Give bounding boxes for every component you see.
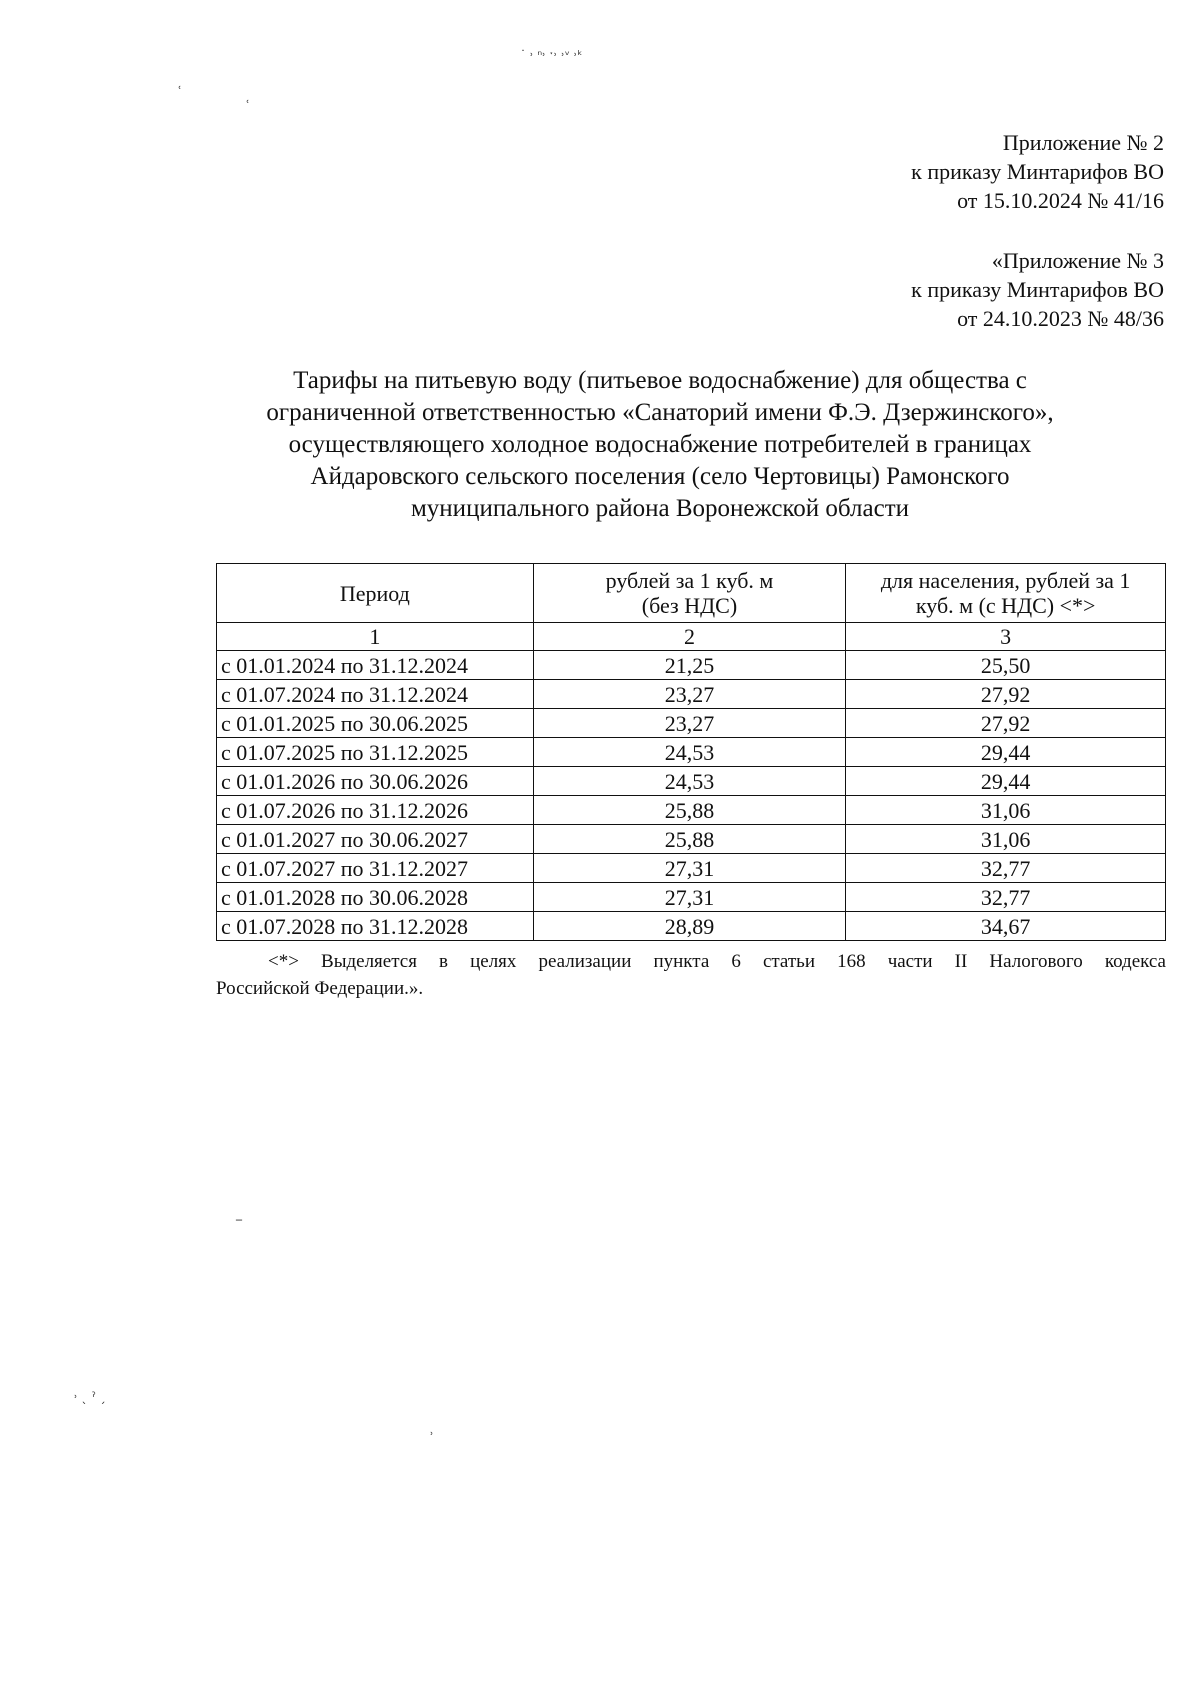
table-row	[217, 680, 1166, 709]
appendix-order: к приказу Минтарифов ВО	[911, 159, 1164, 184]
period-cell: с 01.01.2027 по 30.06.2027	[217, 825, 534, 854]
appendix-number: «Приложение № 3	[991, 248, 1164, 273]
scan-artifact: ʿ	[178, 84, 182, 98]
column-number-row	[217, 623, 1166, 651]
table-row	[217, 854, 1166, 883]
price-no-vat-cell: 24,53	[533, 738, 846, 767]
appendix-order: к приказу Минтарифов ВО	[911, 277, 1164, 302]
period-cell: с 01.07.2027 по 31.12.2027	[217, 854, 534, 883]
header-line: (без НДС)	[641, 593, 738, 618]
tariff-table	[216, 563, 1166, 941]
footnote-line: Российской Федерации.».	[216, 978, 424, 999]
price-no-vat-cell: 25,88	[533, 825, 846, 854]
scan-artifact: ‾	[236, 1218, 242, 1232]
table-row	[217, 796, 1166, 825]
column-number: 2	[533, 623, 846, 651]
column-number: 3	[846, 623, 1166, 651]
price-no-vat-cell: 24,53	[533, 767, 846, 796]
scan-artifact: ˙ ˒ ⁿ˒ ˑ˒ ˒ᵛ ˒ᵏ	[520, 48, 583, 62]
document-title	[210, 365, 1110, 525]
price-vat-cell: 31,06	[846, 825, 1166, 854]
table-row	[217, 883, 1166, 912]
appendix-date: от 15.10.2024 № 41/16	[957, 188, 1164, 213]
header-line: рублей за 1 куб. м	[605, 568, 774, 593]
table-header-row	[217, 564, 1166, 623]
title-line: Тарифы на питьевую воду (питьевое водоснабжение) для общества с	[293, 367, 1027, 394]
appendix-header-amended	[911, 246, 1164, 333]
table-row	[217, 825, 1166, 854]
title-line: муниципального района Воронежской области	[410, 495, 909, 522]
period-cell: с 01.01.2024 по 31.12.2024	[217, 651, 534, 680]
footnote	[216, 948, 1166, 1002]
price-vat-cell: 27,92	[846, 680, 1166, 709]
scan-artifact: ʿ	[246, 98, 250, 112]
column-number: 1	[217, 623, 534, 651]
period-cell: с 01.01.2025 по 30.06.2025	[217, 709, 534, 738]
price-vat-cell: 25,50	[846, 651, 1166, 680]
header-line: куб. м (с НДС) <*>	[915, 593, 1096, 618]
table-row	[217, 767, 1166, 796]
price-vat-cell: 31,06	[846, 796, 1166, 825]
price-vat-cell: 32,77	[846, 854, 1166, 883]
price-no-vat-cell: 25,88	[533, 796, 846, 825]
price-vat-cell: 27,92	[846, 709, 1166, 738]
table-row	[217, 738, 1166, 767]
table-row	[217, 912, 1166, 941]
appendix-header-current	[911, 128, 1164, 215]
period-cell: с 01.01.2028 по 30.06.2028	[217, 883, 534, 912]
period-cell: с 01.07.2025 по 31.12.2025	[217, 738, 534, 767]
appendix-number: Приложение № 2	[1002, 130, 1164, 155]
scan-artifact: ʾ	[430, 1430, 434, 1444]
price-vat-cell: 32,77	[846, 883, 1166, 912]
price-no-vat-cell: 23,27	[533, 709, 846, 738]
price-vat-cell: 29,44	[846, 738, 1166, 767]
header-period-label: Период	[339, 580, 410, 606]
period-cell: с 01.07.2024 по 31.12.2024	[217, 680, 534, 709]
header-period	[217, 564, 534, 623]
appendix-date: от 24.10.2023 № 48/36	[957, 306, 1164, 331]
price-no-vat-cell: 27,31	[533, 883, 846, 912]
price-vat-cell: 29,44	[846, 767, 1166, 796]
title-line: Айдаровского сельского поселения (село Чертовицы) Рамонского	[310, 463, 1010, 490]
title-line: ограниченной ответственностью «Санаторий имени Ф.Э. Дзержинского»,	[266, 399, 1054, 426]
price-no-vat-cell: 21,25	[533, 651, 846, 680]
footnote-line: <*> Выделяется в целях реализации пункта 6 статьи 168 части II Налогового кодекса	[268, 951, 1166, 972]
price-no-vat-cell: 27,31	[533, 854, 846, 883]
table-row	[217, 651, 1166, 680]
scan-artifact: ˒ ˎ ˀ ˏ	[74, 1390, 106, 1404]
price-vat-cell: 34,67	[846, 912, 1166, 941]
header-price-vat	[846, 564, 1166, 623]
price-no-vat-cell: 28,89	[533, 912, 846, 941]
title-line: осуществляющего холодное водоснабжение потребителей в границах	[288, 431, 1032, 458]
period-cell: с 01.01.2026 по 30.06.2026	[217, 767, 534, 796]
period-cell: с 01.07.2026 по 31.12.2026	[217, 796, 534, 825]
header-price-no-vat	[533, 564, 846, 623]
header-line: для населения, рублей за 1	[880, 568, 1131, 593]
table-row	[217, 709, 1166, 738]
period-cell: с 01.07.2028 по 31.12.2028	[217, 912, 534, 941]
price-no-vat-cell: 23,27	[533, 680, 846, 709]
